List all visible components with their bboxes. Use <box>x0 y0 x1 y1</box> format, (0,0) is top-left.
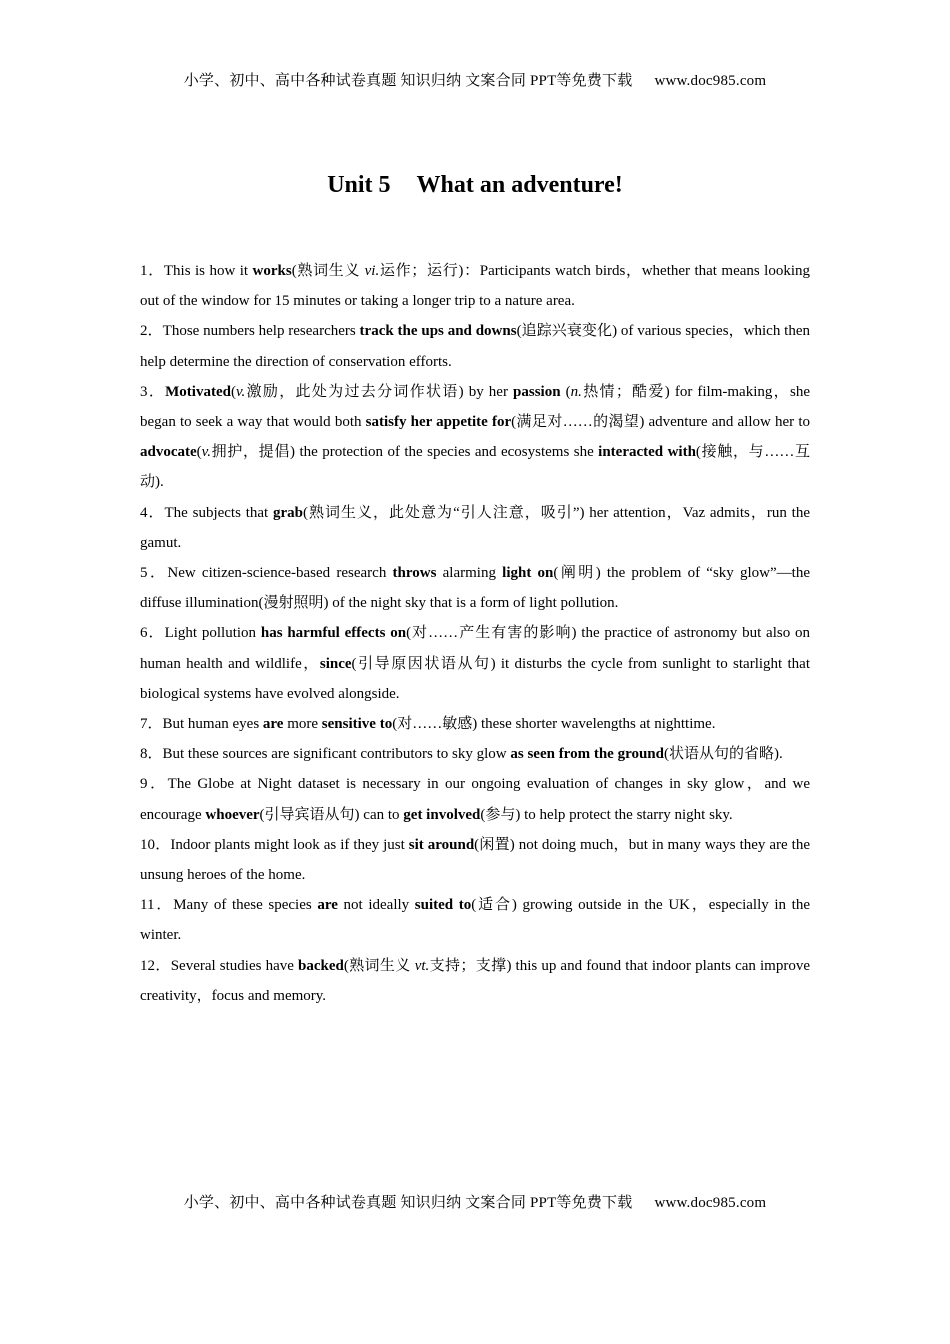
sentence-text: ( <box>230 383 236 400</box>
key-phrase: advocate <box>140 444 197 461</box>
sentence-text: (接触，与……互动). <box>140 444 811 491</box>
key-phrase: as seen from the ground <box>510 746 664 763</box>
sentence-text: (适合) growing outside in the UK，especially in the winter. <box>140 897 810 944</box>
sentence-text: ( <box>560 383 571 400</box>
sentence-item <box>140 316 810 376</box>
key-phrase: satisfy her appetite for <box>365 414 512 431</box>
sentence-item <box>140 739 810 769</box>
sentence-item <box>140 498 810 558</box>
key-phrase: whoever <box>205 806 260 823</box>
key-phrase: has harmful effects on <box>260 625 407 642</box>
sentence-text: 6．Light pollution <box>140 625 261 642</box>
sentence-text: (闲置) not doing much，but in many ways they are the unsung heroes of the home. <box>140 836 810 884</box>
sentence-text: (状语从句的省略). <box>663 746 783 763</box>
sentence-item <box>140 618 810 709</box>
sentence-text: 3． <box>140 383 166 400</box>
sentence-text: (满足对……的渴望) adventure and allow her to <box>511 414 810 431</box>
sentence-item <box>140 830 810 890</box>
page-header <box>0 69 950 90</box>
sentence-text: more <box>283 716 322 733</box>
sentence-item <box>140 256 810 316</box>
key-phrase: throws <box>392 565 437 582</box>
sentence-text: (对……敏感) these shorter wavelengths at nighttime. <box>392 716 716 733</box>
sentence-text: (参与) to help protect the starry night sky. <box>480 806 733 823</box>
key-phrase: sensitive to <box>321 716 393 733</box>
sentence-item <box>140 558 810 618</box>
sentence-list <box>140 256 810 1011</box>
sentence-text: 2．Those numbers help researchers <box>140 323 360 340</box>
key-phrase: light on <box>502 565 554 582</box>
key-phrase: are <box>317 897 338 914</box>
key-phrase: since <box>319 655 352 672</box>
sentence-item <box>140 709 810 739</box>
sentence-text: (追踪兴衰变化) of various species，which then help determine the direction of conservation efforts. <box>140 323 810 370</box>
sentence-item <box>140 890 810 950</box>
title-name: What an adventure! <box>416 172 623 198</box>
sentence-text: 10．Indoor plants might look as if they just <box>140 836 409 853</box>
page-title <box>0 172 950 199</box>
sentence-item <box>140 769 810 829</box>
sentence-item <box>140 377 810 498</box>
part-of-speech: vi. <box>364 263 380 279</box>
key-phrase: interacted with <box>598 444 696 461</box>
sentence-text: 8．But these sources are significant contributors to sky glow <box>140 746 511 763</box>
key-phrase: get involved <box>403 806 481 823</box>
sentence-item <box>140 951 810 1011</box>
sentence-text: (熟词生义 <box>291 263 365 279</box>
page-footer <box>0 1191 950 1212</box>
part-of-speech: v. <box>201 444 211 461</box>
part-of-speech: v. <box>235 383 246 400</box>
sentence-text: (引导宾语从句) can to <box>259 806 404 823</box>
key-phrase: Motivated <box>165 383 231 400</box>
sentence-text: not ideally <box>337 897 415 914</box>
sentence-text: 9．The Globe at Night dataset is necessary in our ongoing evaluation of changes in sky glow，and we encourage <box>140 776 810 823</box>
sentence-text: 拥护，提倡) the protection of the species and ecosystems she <box>210 444 599 461</box>
header-url: www.doc985.com <box>654 73 767 89</box>
header-text: 小学、初中、高中各种试卷真题 知识归纳 文案合同 PPT等免费下载 <box>183 73 633 89</box>
sentence-text: 运作；运行)：Participants watch birds，whether that means looking out of the window for 15 minutes or taking a longer trip to a nature area. <box>140 263 811 310</box>
sentence-text: (引导原因状语从句) it disturbs the cycle from sunlight to starlight that biological systems have evolved alongside. <box>140 655 810 702</box>
sentence-text: 11．Many of these species <box>140 897 318 914</box>
key-phrase: backed <box>298 957 344 974</box>
key-phrase: works <box>252 263 292 279</box>
sentence-text: 5．New citizen-science-based research <box>140 565 393 582</box>
part-of-speech: vt. <box>414 957 430 974</box>
sentence-text: 1．This is how it <box>140 263 253 279</box>
sentence-text: 4．The subjects that <box>140 504 273 521</box>
sentence-text: 热情；酷爱) for film-making，she began to seek a way that would both <box>140 383 810 431</box>
sentence-text: (熟词生义，此处意为“引人注意，吸引”) her attention，Vaz admits，run the gamut. <box>140 504 811 551</box>
footer-text: 小学、初中、高中各种试卷真题 知识归纳 文案合同 PPT等免费下载 <box>183 1195 633 1211</box>
key-phrase: grab <box>272 504 303 521</box>
sentence-text: alarming <box>436 565 503 582</box>
sentence-text: 支持；支撑) this up and found that indoor plants can improve creativity，focus and memory. <box>140 957 810 1004</box>
part-of-speech: n. <box>570 383 582 400</box>
footer-url: www.doc985.com <box>654 1195 767 1211</box>
title-unit: Unit 5 <box>327 172 391 198</box>
sentence-text: 7．But human eyes <box>140 716 263 733</box>
key-phrase: are <box>262 716 284 733</box>
key-phrase: suited to <box>414 897 472 914</box>
key-phrase: passion <box>513 383 561 400</box>
sentence-text: 12．Several studies have <box>140 957 298 974</box>
sentence-text: ( <box>196 444 202 461</box>
key-phrase: sit around <box>408 836 475 853</box>
sentence-text: (对……产生有害的影响) the practice of astronomy but also on human health and wildlife， <box>140 625 810 672</box>
key-phrase: track the ups and downs <box>359 323 517 340</box>
sentence-text: (熟词生义 <box>343 957 415 974</box>
sentence-text: (阐明) the problem of “sky glow”—the diffuse illumination(漫射照明) of the night sky that is a form of light pollution. <box>140 565 810 612</box>
sentence-text: 激励，此处为过去分词作状语) by her <box>245 383 514 400</box>
